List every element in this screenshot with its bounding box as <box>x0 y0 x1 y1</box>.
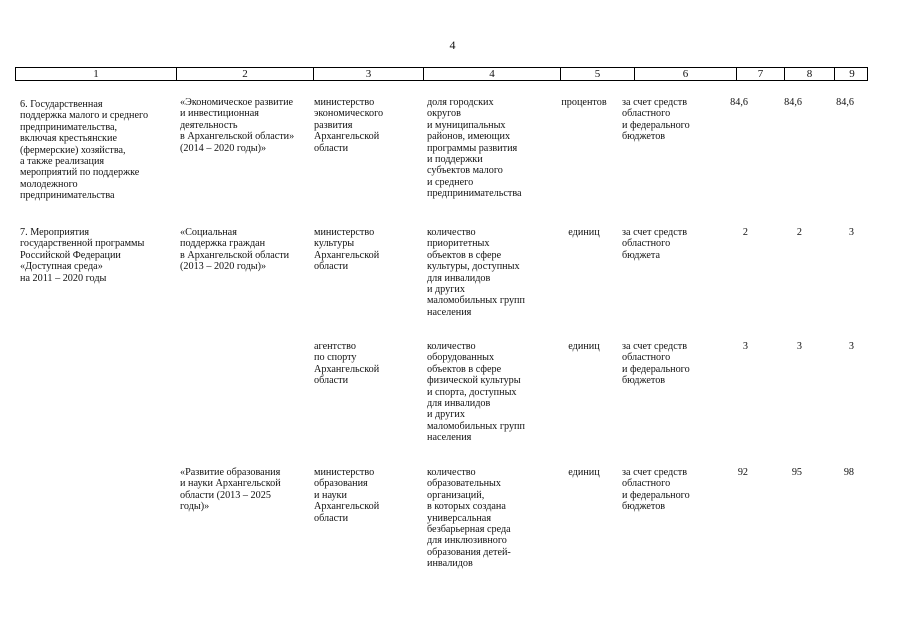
row-4-cell-6 <box>622 467 722 513</box>
row-3-cell-8: 3 <box>796 341 802 352</box>
row-2-cell-7: 2 <box>742 227 748 238</box>
row-3-cell-9: 3 <box>848 341 854 352</box>
cell-line: культуры, доступных <box>427 261 520 273</box>
row-2-cell-4 <box>427 227 552 318</box>
row-1-cell-8: 84,6 <box>784 97 802 108</box>
cell-line: области (2013 – 2025 <box>180 489 271 501</box>
cell-line: Архангельской <box>314 501 380 513</box>
cell-line: физической культуры <box>427 375 521 387</box>
header-cell-1: 1 <box>93 68 99 80</box>
cell-line: количество <box>427 467 476 478</box>
row-1-cell-2 <box>180 97 310 154</box>
cell-line: и федерального <box>622 489 690 501</box>
cell-line: Архангельской <box>314 249 380 261</box>
cell-line: агентство <box>314 341 356 352</box>
cell-line: для инклюзивного <box>427 535 507 547</box>
cell-line: областного <box>622 238 671 250</box>
cell-line: бюджета <box>622 249 660 261</box>
cell-line: экономического <box>314 108 384 120</box>
cell-line: 7. Мероприятия <box>20 227 90 238</box>
cell-line: бюджетов <box>622 375 666 387</box>
cell-line: а также реализация <box>20 156 105 168</box>
cell-line: для инвалидов <box>427 272 491 284</box>
cell-line: и муниципальных <box>427 119 506 131</box>
cell-line: предпринимательства <box>20 190 115 202</box>
cell-line: развития <box>314 119 353 131</box>
row-4-cell-4 <box>427 467 552 570</box>
cell-line: районов, имеющих <box>427 131 511 143</box>
cell-line: населения <box>427 306 472 318</box>
cell-line: в Архангельской области» <box>180 131 295 143</box>
header-cell-2: 2 <box>176 68 313 80</box>
cell-line: министерство <box>314 227 375 238</box>
row-3-cell-3 <box>314 341 414 387</box>
cell-line: культуры <box>314 238 355 250</box>
cell-line: «Социальная <box>180 227 237 238</box>
cell-line: и федерального <box>622 119 690 131</box>
row-3-cell-7: 3 <box>742 341 748 352</box>
row-2-cell-3 <box>314 227 414 273</box>
row-2-cell-8: 2 <box>796 227 802 238</box>
table-header <box>15 67 868 81</box>
header-cell-4: 4 <box>423 68 560 80</box>
row-2-cell-2 <box>180 227 310 273</box>
cell-line: области <box>314 375 349 387</box>
row-2-cell-6 <box>622 227 722 261</box>
cell-line: и науки Архангельской <box>180 478 281 490</box>
cell-line: и спорта, доступных <box>427 386 517 398</box>
row-1-cell-5: процентов <box>561 97 607 108</box>
row-4-cell-7: 92 <box>737 467 748 478</box>
cell-line: оборудованных <box>427 352 495 364</box>
cell-line: Архангельской <box>314 131 380 143</box>
cell-line: за счет средств <box>622 467 688 478</box>
cell-line: областного <box>622 352 671 364</box>
cell-line: в которых создана <box>427 501 506 513</box>
cell-line: населения <box>427 432 472 444</box>
cell-line: универсальная <box>427 512 492 524</box>
row-1-cell-4 <box>427 97 552 200</box>
cell-line: областного <box>622 108 671 120</box>
cell-line: молодежного <box>20 178 78 190</box>
row-3-cell-4 <box>427 341 552 444</box>
cell-line: объектов в сфере <box>427 363 502 375</box>
cell-line: субъектов малого <box>427 165 503 177</box>
cell-line: «Развитие образования <box>180 467 281 478</box>
cell-line: предпринимательства, <box>20 121 118 133</box>
cell-line: за счет средств <box>622 97 688 108</box>
row-2-cell-1 <box>20 227 170 284</box>
cell-line: и поддержки <box>427 154 483 166</box>
row-3-cell-6 <box>622 341 722 387</box>
cell-line: области <box>314 261 349 273</box>
cell-line: областного <box>622 478 671 490</box>
header-cell-8: 8 <box>784 68 834 80</box>
cell-line: «Доступная среда» <box>20 261 103 273</box>
cell-line: и других <box>427 284 465 296</box>
cell-line: (2013 – 2020 годы)» <box>180 261 267 273</box>
cell-line: за счет средств <box>622 341 688 352</box>
cell-line: и других <box>427 409 465 421</box>
cell-line: количество <box>427 341 476 352</box>
cell-line: бюджетов <box>622 131 666 143</box>
row-4-cell-3 <box>314 467 414 524</box>
cell-line: Архангельской <box>314 363 380 375</box>
cell-line: и среднего <box>427 176 474 188</box>
cell-line: организаций, <box>427 489 485 501</box>
cell-line: (2014 – 2020 годы)» <box>180 142 267 154</box>
row-1-cell-1 <box>20 99 170 202</box>
cell-line: маломобильных групп <box>427 295 525 307</box>
cell-line: образовательных <box>427 478 501 490</box>
row-2-cell-9: 3 <box>848 227 854 238</box>
cell-line: и инвестиционная <box>180 108 259 120</box>
cell-line: приоритетных <box>427 238 490 250</box>
cell-line: образования детей- <box>427 546 511 558</box>
row-4-cell-8: 95 <box>791 467 802 478</box>
cell-line: доля городских <box>427 97 494 108</box>
cell-line: округов <box>427 108 461 120</box>
cell-line: Российской Федерации <box>20 249 121 261</box>
cell-line: годы)» <box>180 501 210 513</box>
row-1-cell-6 <box>622 97 722 143</box>
cell-line: министерство <box>314 467 375 478</box>
header-cell-9: 9 <box>834 68 869 80</box>
cell-line: безбарьерная среда <box>427 524 511 536</box>
cell-line: включая крестьянские <box>20 133 117 145</box>
cell-line: мероприятий по поддержке <box>20 167 140 179</box>
cell-line: программы развития <box>427 142 518 154</box>
cell-line: количество <box>427 227 476 238</box>
header-cell-7: 7 <box>736 68 784 80</box>
cell-line: для инвалидов <box>427 398 491 410</box>
cell-line: области <box>314 512 349 524</box>
cell-line: «Экономическое развитие <box>180 97 294 108</box>
cell-line: предпринимательства <box>427 188 522 200</box>
cell-line: 6. Государственная <box>20 99 103 110</box>
row-3-cell-5: единиц <box>568 341 600 352</box>
row-1-cell-7: 84,6 <box>730 97 748 108</box>
cell-line: объектов в сфере <box>427 249 502 261</box>
cell-line: по спорту <box>314 352 357 364</box>
cell-line: поддержка граждан <box>180 238 266 250</box>
header-cell-5: 5 <box>560 68 634 80</box>
row-4-cell-5: единиц <box>568 467 600 478</box>
cell-line: образования <box>314 478 368 490</box>
row-1-cell-9: 84,6 <box>836 97 854 108</box>
cell-line: деятельность <box>180 119 238 131</box>
cell-line: поддержка малого и среднего <box>20 110 149 122</box>
cell-line: инвалидов <box>427 558 473 570</box>
cell-line: маломобильных групп <box>427 420 525 432</box>
cell-line: в Архангельской области <box>180 249 290 261</box>
page-number: 4 <box>449 38 456 52</box>
header-cell-3: 3 <box>313 68 423 80</box>
cell-line: государственной программы <box>20 238 145 250</box>
row-1-cell-3 <box>314 97 414 154</box>
cell-line: (фермерские) хозяйства, <box>20 144 126 156</box>
row-4-cell-2 <box>180 467 310 513</box>
cell-line: области <box>314 142 349 154</box>
row-4-cell-9: 98 <box>843 467 854 478</box>
header-cell-6: 6 <box>634 68 736 80</box>
cell-line: за счет средств <box>622 227 688 238</box>
cell-line: и науки <box>314 489 347 501</box>
row-2-cell-5: единиц <box>568 227 600 238</box>
cell-line: бюджетов <box>622 501 666 513</box>
cell-line: на 2011 – 2020 годы <box>20 272 107 284</box>
cell-line: и федерального <box>622 363 690 375</box>
cell-line: министерство <box>314 97 375 108</box>
